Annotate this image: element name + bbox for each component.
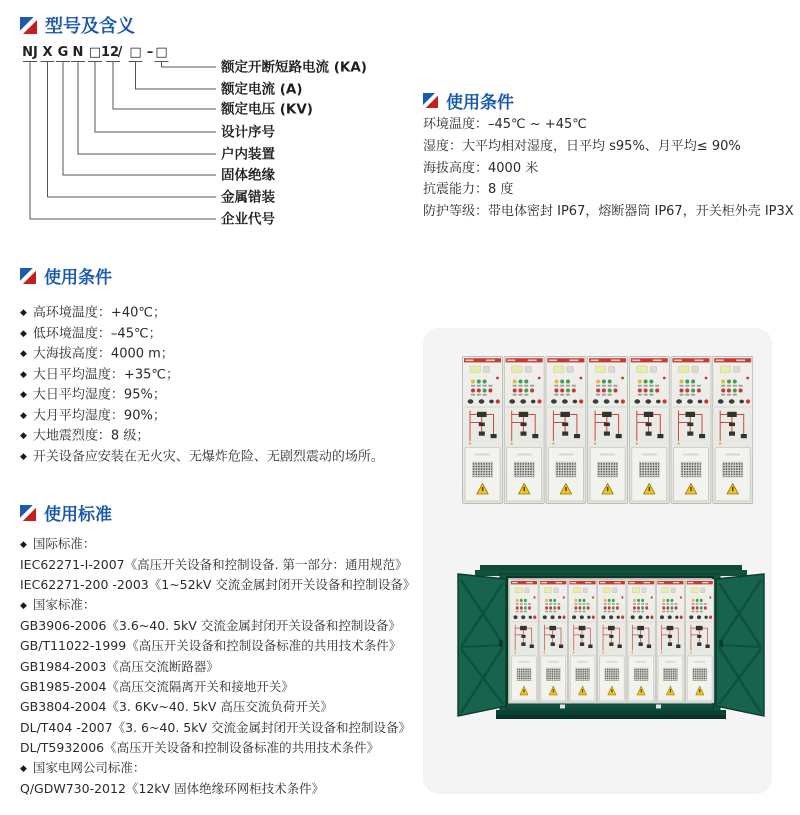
- svg-text:企业代号: 企业代号: [221, 211, 275, 228]
- standard-item-text: GB3804-2004《3. 6Kv~40. 5kV 高压交流负荷开关》: [20, 699, 333, 715]
- svg-text:□: □: [155, 45, 168, 60]
- conditions-right-list: [423, 114, 794, 223]
- section-marker-icon: [20, 17, 37, 34]
- condition-line-text: 海拔高度：4000 米: [423, 160, 539, 176]
- condition-item-text: 开关设备应安装在无火灾、无爆炸危险、无剧烈震动的场所。: [32, 449, 384, 464]
- condition-line-text: 湿度：大平均相对湿度，日平均 s95%、月平均≤ 90%: [423, 138, 741, 154]
- condition-item-text: 高环境温度：+40℃；: [32, 305, 166, 321]
- standard-item-text: 国际标准：: [32, 536, 96, 551]
- standard-item-text: 国家标准：: [32, 597, 96, 613]
- diamond-bullet-icon: ◆: [20, 390, 27, 400]
- diamond-bullet-icon: ◆: [20, 431, 27, 441]
- standard-item-text: IEC62271-200 -2003《1~52kV 交流金属封闭开关设备和控制设备》: [20, 577, 416, 593]
- conditions-left-list: [20, 303, 384, 467]
- svg-text:NJ: NJ: [22, 45, 38, 60]
- diamond-bullet-icon: ◆: [20, 451, 27, 462]
- svg-text:□: □: [88, 45, 102, 60]
- svg-text:N: N: [72, 45, 84, 60]
- section-conditions-left-title: [20, 263, 112, 288]
- standard-item-text: DL/T404 -2007《3. 6~40. 5kV 交流金属封闭开关设备和控制设备》: [20, 719, 411, 735]
- svg-text:额定开断短路电流 (KA): 额定开断短路电流 (KA): [221, 59, 367, 76]
- standard-item: [20, 636, 415, 656]
- standard-item-text: GB3906-2006《3.6~40. 5kV 交流金属封闭开关设备和控制设备》: [20, 618, 401, 634]
- svg-text:12: 12: [100, 45, 120, 60]
- standard-item-text: GB/T11022-1999《高压开关设备和控制设备标准的共用技术条件》: [20, 638, 402, 654]
- standard-item: [20, 657, 415, 677]
- standard-item-text: IEC62271-I-2007《高压开关设备和控制设备. 第一部分：通用规范》: [20, 556, 408, 572]
- condition-item-text: 大日平均温度：+35℃；: [32, 367, 179, 382]
- diamond-bullet-icon: ◆: [20, 763, 27, 774]
- standard-item-text: DL/T5932006《高压开关设备和控制设备标准的共用技术条件》: [20, 739, 380, 755]
- diamond-bullet-icon: ◆: [20, 349, 27, 359]
- svg-text:额定电压 (KV): 额定电压 (KV): [221, 101, 313, 118]
- condition-item: [20, 303, 384, 324]
- section-marker-icon: [20, 268, 36, 284]
- svg-text:金属错装: 金属错装: [221, 189, 275, 206]
- condition-item: [20, 324, 384, 345]
- section-title-text: 型号及含义: [45, 16, 135, 37]
- svg-text:户内装置: 户内装置: [221, 146, 275, 163]
- standard-item: [20, 534, 415, 555]
- standard-item: [20, 575, 415, 595]
- section-conditions-right-title: [423, 88, 514, 113]
- condition-item: [20, 447, 384, 468]
- condition-item: [20, 365, 384, 386]
- condition-item: [20, 426, 384, 447]
- standard-item: [20, 616, 415, 636]
- svg-text:–: –: [146, 45, 154, 60]
- standard-item: [20, 758, 415, 779]
- condition-item-text: 大地震烈度：8 级；: [32, 428, 150, 444]
- standard-item: [20, 697, 415, 717]
- section-marker-icon: [423, 93, 438, 108]
- diamond-bullet-icon: ◆: [20, 369, 27, 380]
- outdoor-green-enclosure-open-doors-photo: [450, 564, 772, 730]
- section-standards-title: [20, 500, 112, 525]
- standard-item: [20, 738, 415, 758]
- standard-item: [20, 718, 415, 738]
- condition-line-text: 防护等级：带电体密封 IP67，熔断器筒 IP67，开关柜外壳 IP3X: [423, 204, 794, 220]
- condition-line: [423, 158, 794, 180]
- condition-item-text: 大月平均湿度：90%；: [32, 408, 166, 423]
- condition-item: [20, 406, 384, 427]
- standard-item: [20, 595, 415, 616]
- section-marker-icon: [20, 505, 36, 521]
- condition-line: [423, 179, 794, 201]
- standards-list: [20, 534, 415, 799]
- condition-item: [20, 385, 384, 406]
- diamond-bullet-icon: ◆: [20, 600, 27, 611]
- section-title-text: 使用条件: [44, 268, 112, 288]
- condition-item-text: 大海拔高度：4000 m；: [32, 346, 174, 362]
- condition-line-text: 环境温度：–45℃ ~ +45℃: [423, 117, 587, 132]
- standard-item-text: Q/GDW730-2012《12kV 固体绝缘环网柜技术条件》: [20, 781, 325, 797]
- standard-item-text: GB1984-2003《高压交流断路器》: [20, 658, 219, 674]
- diamond-bullet-icon: ◆: [20, 410, 27, 421]
- svg-text:□: □: [129, 45, 142, 60]
- condition-line: [423, 114, 794, 136]
- svg-text:X: X: [42, 45, 53, 60]
- section-title-text: 使用条件: [446, 93, 514, 113]
- svg-text:G: G: [57, 45, 69, 60]
- svg-text:设计序号: 设计序号: [221, 124, 275, 141]
- diamond-bullet-icon: ◆: [20, 328, 27, 339]
- section-model-title: [20, 12, 135, 38]
- svg-text:额定电流 (A): 额定电流 (A): [221, 81, 303, 98]
- standard-item-text: GB1985-2004《高压交流隔离开关和接地开关》: [20, 679, 294, 695]
- indoor-switchgear-lineup-photo: [462, 355, 754, 509]
- model-code-diagram: [20, 40, 400, 239]
- condition-item: [20, 344, 384, 365]
- standard-item: [20, 555, 415, 575]
- svg-text:/: /: [117, 45, 123, 60]
- condition-item-text: 大日平均湿度：95%；: [32, 387, 166, 403]
- standard-item: [20, 677, 415, 697]
- svg-text:固体绝缘: 固体绝缘: [221, 167, 275, 184]
- section-title-text: 使用标准: [44, 505, 112, 525]
- condition-line: [423, 201, 794, 223]
- condition-line: [423, 136, 794, 158]
- diamond-bullet-icon: ◆: [20, 539, 27, 550]
- condition-item-text: 低环境温度：–45℃；: [32, 326, 162, 341]
- condition-line-text: 抗震能力：8 度: [423, 182, 514, 198]
- standard-item-text: 国家电网公司标准：: [32, 760, 146, 776]
- standard-item: [20, 779, 415, 799]
- diamond-bullet-icon: ◆: [20, 308, 27, 318]
